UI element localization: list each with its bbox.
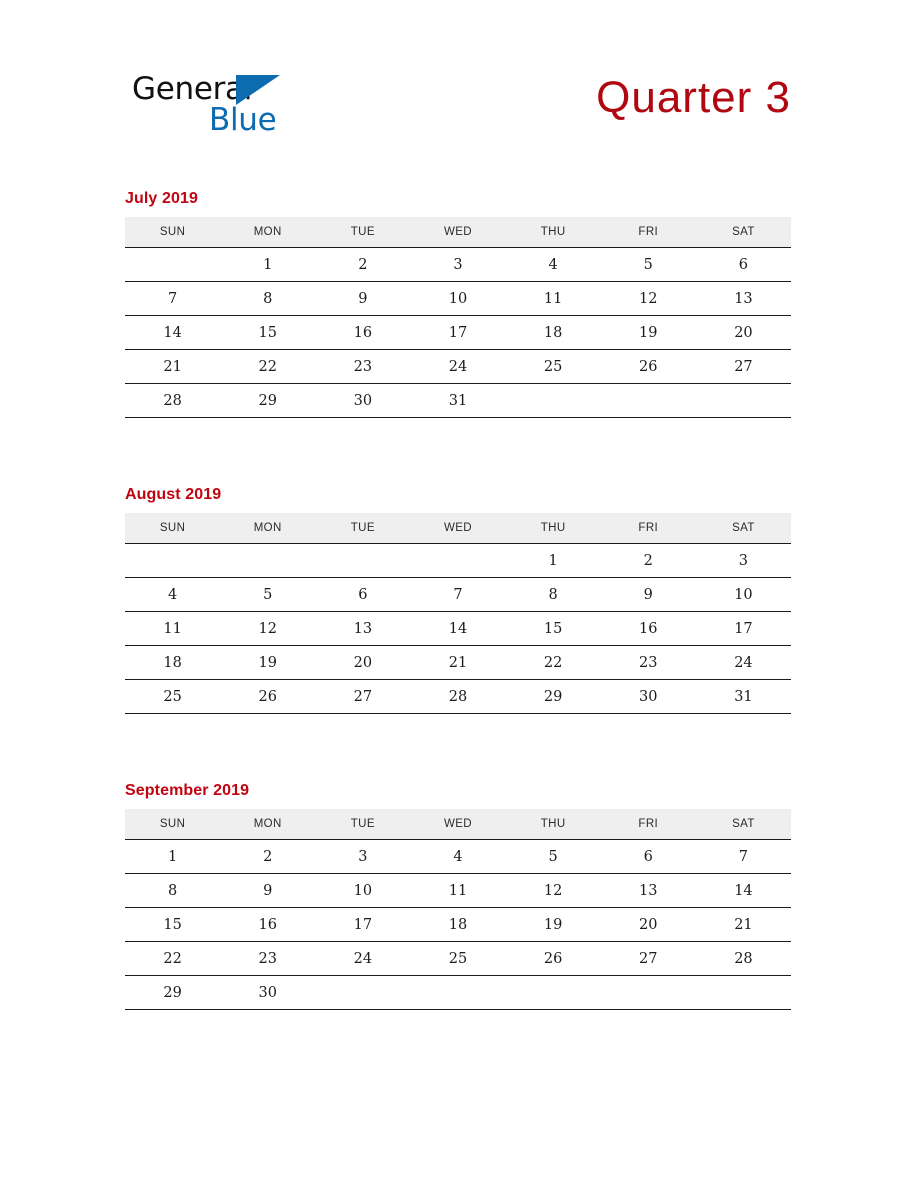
day-cell[interactable]: 21	[448, 654, 468, 671]
day-cell[interactable]: 21	[734, 916, 753, 933]
day-cell[interactable]: 31	[734, 688, 753, 705]
day-cell[interactable]: 10	[734, 586, 753, 603]
weekday-header-tue: TUE	[315, 513, 410, 544]
week-row	[125, 680, 791, 714]
weekday-header-tue: TUE	[315, 809, 410, 840]
month-title: July 2019	[125, 190, 198, 207]
day-cell[interactable]: 14	[734, 882, 753, 899]
day-cell[interactable]: 29	[163, 984, 182, 1001]
day-cell[interactable]: 31	[448, 392, 468, 409]
day-cell[interactable]: 1	[263, 256, 273, 273]
day-cell[interactable]: 30	[353, 392, 373, 409]
page-title: Quarter 3	[596, 73, 791, 122]
day-cell[interactable]: 17	[353, 916, 373, 933]
weekday-header-sun: SUN	[125, 217, 220, 248]
triangle-icon	[236, 75, 280, 105]
weekday-header-sun: SUN	[125, 809, 220, 840]
day-cell[interactable]: 24	[353, 950, 373, 967]
day-cell-empty	[506, 384, 601, 418]
day-cell[interactable]: 4	[167, 586, 178, 603]
day-cell[interactable]: 15	[543, 620, 563, 637]
day-cell[interactable]: 3	[738, 552, 749, 569]
month-block	[125, 782, 791, 1010]
day-cell[interactable]: 8	[263, 290, 273, 307]
week-row	[125, 350, 791, 384]
day-cell[interactable]: 5	[643, 256, 653, 273]
month-calendar-table	[125, 513, 791, 714]
day-cell[interactable]: 8	[548, 586, 558, 603]
day-cell[interactable]: 14	[163, 324, 182, 341]
month-title: August 2019	[125, 486, 222, 503]
day-cell[interactable]: 4	[548, 256, 558, 273]
month-block	[125, 486, 791, 714]
weekday-header-row	[125, 809, 791, 840]
month-calendar-table	[125, 809, 791, 1010]
day-cell[interactable]: 3	[453, 256, 463, 273]
week-row	[125, 646, 791, 680]
day-cell[interactable]: 15	[163, 916, 182, 933]
day-cell[interactable]: 9	[358, 290, 368, 307]
day-cell[interactable]: 30	[258, 984, 277, 1001]
day-cell[interactable]: 7	[738, 848, 749, 865]
weekday-header-wed: WED	[410, 513, 505, 544]
day-cell[interactable]: 16	[258, 916, 277, 933]
day-cell-empty	[410, 976, 505, 1010]
day-cell[interactable]: 23	[258, 950, 277, 967]
day-cell[interactable]: 17	[448, 324, 468, 341]
day-cell[interactable]: 12	[543, 882, 563, 899]
day-cell[interactable]: 2	[263, 848, 273, 865]
day-cell[interactable]: 21	[163, 358, 182, 375]
week-row	[125, 316, 791, 350]
day-cell[interactable]: 11	[448, 882, 468, 899]
day-cell[interactable]: 20	[353, 654, 373, 671]
weekday-header-row	[125, 217, 791, 248]
day-cell[interactable]: 22	[543, 654, 563, 671]
day-cell[interactable]: 7	[167, 290, 178, 307]
day-cell[interactable]: 4	[453, 848, 463, 865]
month-title: September 2019	[125, 782, 250, 799]
day-cell[interactable]: 22	[163, 950, 182, 967]
day-cell[interactable]: 19	[639, 324, 658, 341]
week-row	[125, 840, 791, 874]
day-cell-empty	[601, 976, 696, 1010]
day-cell[interactable]: 11	[543, 290, 563, 307]
weekday-header-wed: WED	[410, 217, 505, 248]
month-block	[125, 190, 791, 418]
week-row	[125, 384, 791, 418]
day-cell[interactable]: 23	[353, 358, 373, 375]
month-calendar-table	[125, 217, 791, 418]
day-cell[interactable]: 13	[353, 620, 373, 637]
day-cell[interactable]: 26	[543, 950, 563, 967]
day-cell[interactable]: 28	[163, 392, 182, 409]
day-cell[interactable]: 16	[639, 620, 658, 637]
weekday-header-mon: MON	[220, 217, 315, 248]
week-row	[125, 578, 791, 612]
weekday-header-thu: THU	[506, 513, 601, 544]
day-cell-empty	[220, 544, 315, 578]
day-cell[interactable]: 12	[258, 620, 277, 637]
day-cell[interactable]: 15	[258, 324, 277, 341]
day-cell[interactable]: 5	[548, 848, 558, 865]
weekday-header-thu: THU	[506, 809, 601, 840]
day-cell[interactable]: 6	[643, 848, 653, 865]
day-cell-empty	[601, 384, 696, 418]
day-cell-empty	[506, 976, 601, 1010]
day-cell[interactable]: 18	[543, 324, 563, 341]
weekday-header-fri: FRI	[601, 809, 696, 840]
logo-text-blue: Blue	[209, 102, 277, 138]
weekday-header-tue: TUE	[315, 217, 410, 248]
weekday-header-wed: WED	[410, 809, 505, 840]
day-cell[interactable]: 20	[734, 324, 753, 341]
day-cell[interactable]: 16	[353, 324, 373, 341]
day-cell[interactable]: 14	[448, 620, 468, 637]
day-cell[interactable]: 27	[639, 950, 658, 967]
day-cell-empty	[125, 248, 220, 282]
day-cell[interactable]: 5	[263, 586, 273, 603]
day-cell[interactable]: 2	[358, 256, 368, 273]
week-row	[125, 874, 791, 908]
weekday-header-mon: MON	[220, 809, 315, 840]
day-cell[interactable]: 11	[163, 620, 182, 637]
day-cell[interactable]: 27	[353, 688, 373, 705]
week-row	[125, 942, 791, 976]
weekday-header-sun: SUN	[125, 513, 220, 544]
week-row	[125, 282, 791, 316]
week-row	[125, 248, 791, 282]
day-cell[interactable]: 24	[734, 654, 753, 671]
week-row	[125, 544, 791, 578]
week-row	[125, 976, 791, 1010]
day-cell-empty	[696, 976, 791, 1010]
day-cell[interactable]: 23	[639, 654, 658, 671]
day-cell[interactable]: 12	[639, 290, 658, 307]
day-cell[interactable]: 2	[643, 552, 653, 569]
day-cell-empty	[315, 544, 410, 578]
weekday-header-sat: SAT	[696, 513, 791, 544]
general-blue-logo	[125, 66, 425, 146]
day-cell[interactable]: 22	[258, 358, 277, 375]
day-cell[interactable]: 6	[738, 256, 749, 273]
day-cell[interactable]: 25	[448, 950, 468, 967]
calendar-months-container	[125, 190, 791, 1010]
day-cell[interactable]: 13	[639, 882, 658, 899]
day-cell[interactable]: 13	[734, 290, 753, 307]
weekday-header-fri: FRI	[601, 217, 696, 248]
day-cell-empty	[696, 384, 791, 418]
day-cell[interactable]: 26	[639, 358, 658, 375]
week-row	[125, 612, 791, 646]
day-cell[interactable]: 30	[639, 688, 658, 705]
day-cell[interactable]: 29	[543, 688, 563, 705]
day-cell[interactable]: 20	[639, 916, 658, 933]
day-cell[interactable]: 18	[163, 654, 182, 671]
day-cell-empty	[315, 976, 410, 1010]
logo-text-general: General	[132, 71, 253, 107]
day-cell[interactable]: 27	[734, 358, 753, 375]
day-cell[interactable]: 6	[358, 586, 368, 603]
day-cell[interactable]: 25	[163, 688, 182, 705]
weekday-header-mon: MON	[220, 513, 315, 544]
day-cell[interactable]: 1	[167, 848, 178, 865]
week-row	[125, 908, 791, 942]
day-cell-empty	[410, 544, 505, 578]
day-cell[interactable]: 10	[353, 882, 373, 899]
weekday-header-thu: THU	[506, 217, 601, 248]
day-cell[interactable]: 1	[548, 552, 558, 569]
day-cell[interactable]: 26	[258, 688, 277, 705]
day-cell[interactable]: 28	[448, 688, 468, 705]
day-cell[interactable]: 8	[167, 882, 178, 899]
day-cell[interactable]: 28	[734, 950, 753, 967]
day-cell[interactable]: 3	[358, 848, 368, 865]
day-cell[interactable]: 10	[448, 290, 468, 307]
day-cell[interactable]: 19	[543, 916, 563, 933]
weekday-header-row	[125, 513, 791, 544]
day-cell[interactable]: 17	[734, 620, 753, 637]
day-cell[interactable]: 24	[448, 358, 468, 375]
day-cell[interactable]: 7	[453, 586, 463, 603]
day-cell-empty	[125, 544, 220, 578]
weekday-header-fri: FRI	[601, 513, 696, 544]
day-cell[interactable]: 25	[543, 358, 563, 375]
day-cell[interactable]: 9	[263, 882, 273, 899]
weekday-header-sat: SAT	[696, 809, 791, 840]
day-cell[interactable]: 19	[258, 654, 277, 671]
day-cell[interactable]: 18	[448, 916, 468, 933]
day-cell[interactable]: 29	[258, 392, 277, 409]
day-cell[interactable]: 9	[643, 586, 653, 603]
weekday-header-sat: SAT	[696, 217, 791, 248]
page-header	[125, 66, 791, 146]
